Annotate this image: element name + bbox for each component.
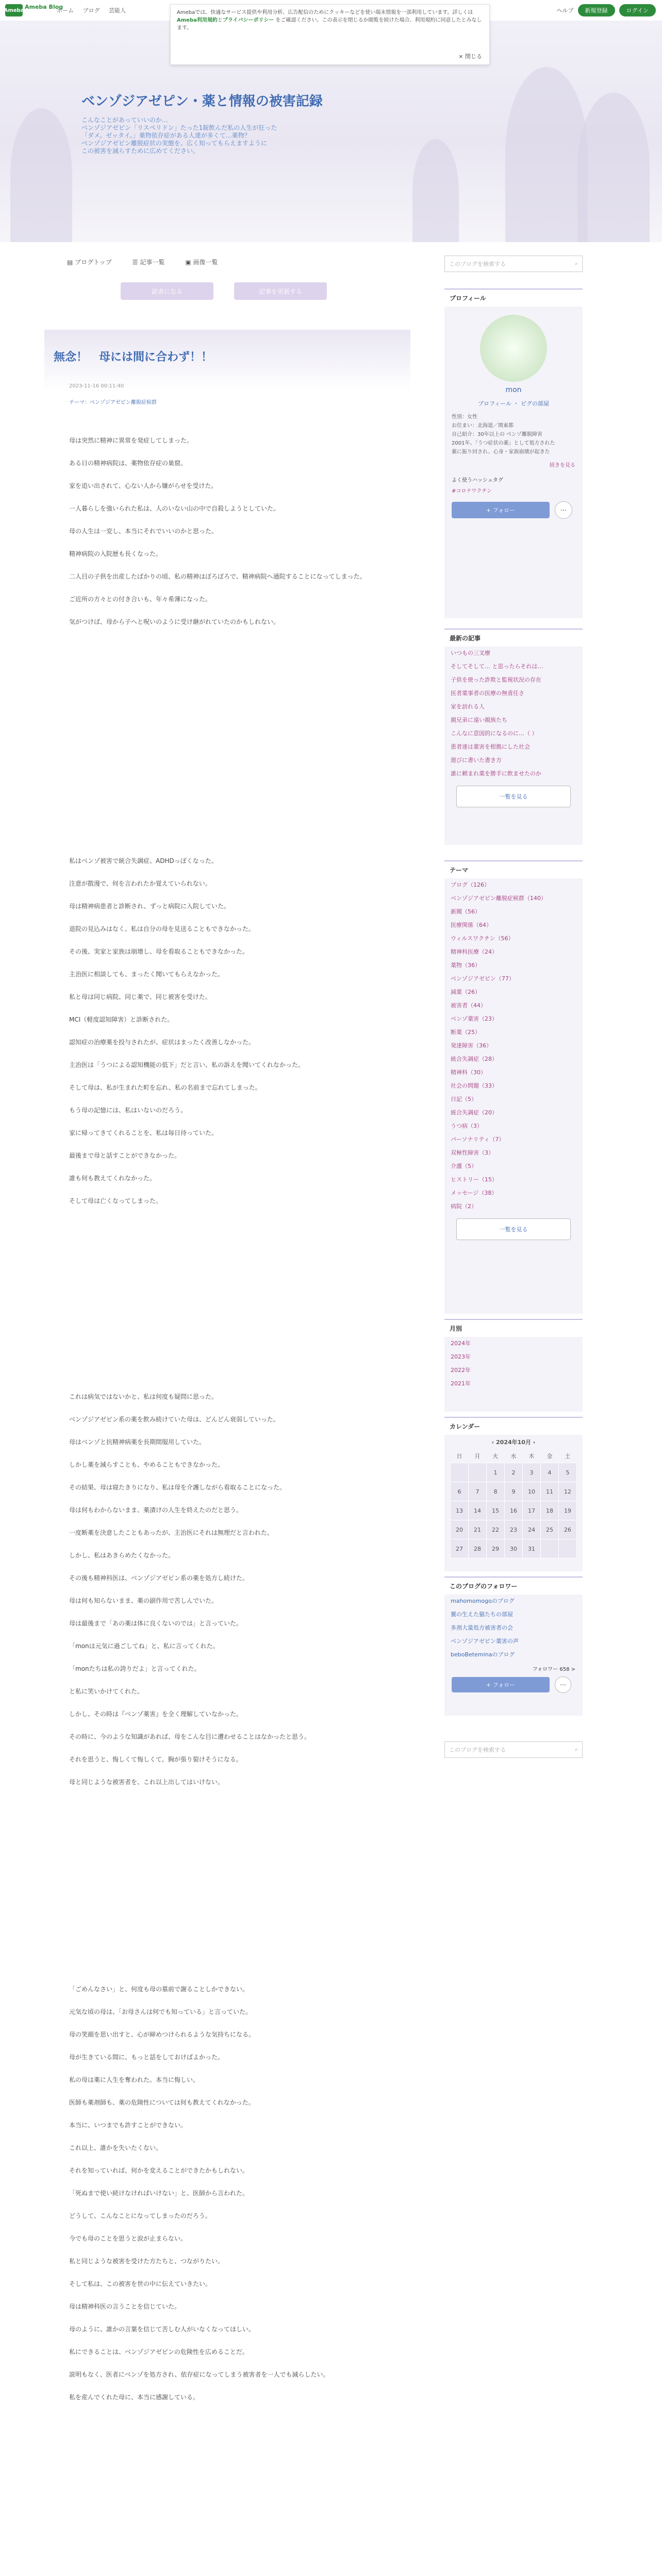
calendar-day[interactable]: 13: [451, 1501, 469, 1520]
theme-link[interactable]: 病院（2）: [451, 1203, 477, 1210]
theme-link[interactable]: ヒストリー（15）: [451, 1176, 498, 1183]
calendar-day: [541, 1539, 559, 1558]
follower-blog-link[interactable]: ベンゾジアゼピン薬害の声: [451, 1638, 519, 1645]
article-paragraph: どうして、こんなことになってしまったのだろう。: [69, 2212, 211, 2219]
search-placeholder[interactable]: このブログを検索する: [449, 1747, 506, 1753]
article-paragraph: ご近所の方々との付き合いも、年々希薄になった。: [69, 596, 212, 603]
article-paragraph: しかし、その時は『ベンゾ薬害』を全く理解していなかった。: [69, 1710, 243, 1718]
article-paragraph: 母は突然に精神に異常を発症してしまった。: [69, 437, 193, 444]
article-paragraph: それを知っていれば、何かを変えることができたかもしれない。: [69, 2167, 249, 2174]
article-paragraph: これは病気ではないかと、私は何度も疑問に思った。: [69, 1393, 218, 1400]
bottom-search-box: [444, 1741, 583, 1758]
article-paragraph: 母は何もわからないまま、薬漬けの人生を終えたのだと思う。: [69, 1506, 243, 1514]
theme-link[interactable]: 日記（5）: [451, 1096, 477, 1103]
article-paragraph: しかし薬を減らすことも、やめることもできなかった。: [69, 1461, 224, 1468]
archive-heading: 月別: [444, 1319, 583, 1337]
recent-entry-link[interactable]: いつもの三叉療: [451, 650, 490, 656]
desc-line: こんなことがあっていいのか…: [81, 116, 168, 124]
follower-blog-link[interactable]: mahomomogoのブログ: [451, 1598, 515, 1604]
article-paragraph: そして母は、私が生まれた町を忘れ、私の名前まで忘れてしまった。: [69, 1084, 261, 1091]
article-body-a: [69, 435, 378, 639]
top-actions: [557, 4, 656, 16]
article-body-d: [69, 1984, 378, 2414]
theme-link[interactable]: ウィルスワクチン（56）: [451, 935, 514, 942]
calendar-day[interactable]: 21: [469, 1520, 487, 1539]
archive-link[interactable]: 2021年: [451, 1380, 471, 1387]
article-paragraph: 私と同じような被害を受けた方たちと、つながりたい。: [69, 2258, 224, 2265]
desc-line: この被害を減らすために広めてください。: [81, 147, 200, 155]
recent-list: [444, 647, 583, 781]
login-button[interactable]: ログイン: [619, 4, 656, 16]
article-paragraph: 家に帰ってきてくれることを、私は毎日待っていた。: [69, 1129, 218, 1137]
recent-entries-widget: [444, 629, 583, 845]
article-paragraph: しかし、私はあきらめたくなかった。: [69, 1552, 175, 1559]
nav-blog-top-label: ブログトップ: [75, 259, 112, 266]
article-paragraph: 母の人生は一変し、本当にそれでいいのかと思った。: [69, 528, 218, 535]
nav-image-list-label: 画像一覧: [193, 259, 218, 266]
theme-link[interactable]: 薬物（36）: [451, 962, 481, 969]
article-paragraph: 私はベンゾ被害で統合失調症、ADHDっぽくなった。: [69, 857, 218, 865]
followers-follow-button[interactable]: + フォロー: [452, 1677, 550, 1692]
search-icon[interactable]: ⌕: [574, 260, 578, 267]
recent-entry-link[interactable]: 子供を使った詐欺と監視状況の存在: [451, 676, 541, 683]
article-paragraph: 私と母は同じ病院、同じ薬で、同じ被害を受けた。: [69, 993, 211, 1001]
calendar-day-header: 土: [565, 1453, 571, 1460]
article-paragraph: もう母の記憶には、私はいないのだろう。: [69, 1107, 187, 1114]
archive-link[interactable]: 2023年: [451, 1353, 471, 1360]
search-box: [444, 256, 583, 272]
article-paragraph: 家を追い出されて、心ない人から嫌がらせを受けた。: [69, 482, 218, 489]
update-button[interactable]: 記事を更新する: [234, 282, 327, 300]
profile-follow-button[interactable]: + フォロー: [452, 502, 550, 518]
themes-more-button[interactable]: 一覧を見る: [456, 1218, 571, 1240]
calendar-day[interactable]: 17: [523, 1501, 541, 1520]
nav-blog-top[interactable]: ▤ ブログトップ: [67, 259, 112, 266]
desc-line: ベンゾジアゼピン「リスペリドン」たった1錠飲んだ私の人生が狂った: [81, 124, 277, 131]
article-paragraph: 「ごめんなさい」と、何度も母の墓前で謝ることしかできない。: [69, 1986, 249, 1993]
follower-blog-link[interactable]: beboBeteminaのブログ: [451, 1651, 515, 1658]
calendar-day[interactable]: 15: [487, 1501, 505, 1520]
article-title[interactable]: 無念！ 母には間に合わず！！: [54, 351, 213, 364]
article-paragraph: 母のように、誰かの言葉を信じて苦しむ人がいなくなってほしい。: [69, 2326, 255, 2333]
calendar-day[interactable]: 30: [505, 1539, 523, 1558]
article-body-b: [69, 855, 378, 1218]
article-paragraph: 主治医に相談しても、まったく聞いてもらえなかった。: [69, 971, 224, 978]
theme-link[interactable]: 介護（5）: [451, 1163, 477, 1170]
theme-link[interactable]: 医療関係（64）: [451, 922, 492, 928]
calendar-day[interactable]: 10: [523, 1482, 541, 1501]
profile-link[interactable]: プロフィール: [478, 400, 511, 407]
article-paragraph: 母と同じような被害者を、これ以上出してはいけない。: [69, 1778, 224, 1786]
article-paragraph: 母は精神科医の言うことを信じていた。: [69, 2303, 181, 2310]
theme-link[interactable]: 統合失調症（20）: [451, 1109, 498, 1116]
article-paragraph: そして母は亡くなってしまった。: [69, 1197, 162, 1205]
themes-heading: テーマ: [444, 860, 583, 878]
calendar-day-header: 月: [474, 1453, 481, 1460]
profile-name[interactable]: mon: [505, 386, 522, 394]
article-paragraph: 精神病院の入院歴も長くなった。: [69, 550, 162, 557]
archive-list: [444, 1337, 583, 1391]
article-paragraph: 最後まで母と話すことができなかった。: [69, 1152, 181, 1159]
calendar-day[interactable]: 29: [487, 1539, 505, 1558]
article-paragraph: 認知症の治療薬を投与されたが、症状はまったく改善しなかった。: [69, 1039, 255, 1046]
become-reader-button[interactable]: 読者になる: [121, 282, 213, 300]
theme-link[interactable]: 断薬（25）: [451, 1029, 481, 1036]
calendar-day[interactable]: 14: [469, 1501, 487, 1520]
profile-widget: プロフィール mon プロフィール ・ ピグの部屋 性別：女性 お住まい：北海道／関東都 自己紹介：30年以上の ベンゾ離脱障害 2001年、「うつ症状の薬」として処方された 薬に振り回され、心身・家族崩壊が起きた 続きを見る よく使うハッシュタグ #コロナワクチン + フォロー ⋯: [444, 289, 583, 618]
article-paragraph: 医師も薬剤師も、薬の危険性については何も教えてくれなかった。: [69, 2099, 255, 2106]
calendar-day[interactable]: 18: [541, 1501, 559, 1520]
calendar-day: [559, 1539, 577, 1558]
calendar-heading: カレンダー: [444, 1417, 583, 1435]
nav-celebrity[interactable]: 芸能人: [109, 7, 126, 14]
article-paragraph: 主治医は「うつによる認知機能の低下」だと言い、私の訴えを聞いてくれなかった。: [69, 1061, 305, 1069]
ameba-blog-label: Ameba Blog: [25, 4, 63, 10]
theme-link[interactable]: ベンゾジアゼピン離脱症候群（140）: [451, 895, 547, 902]
theme-link[interactable]: 新聞（56）: [451, 908, 481, 915]
article-paragraph: これ以上、誰かを失いたくない。: [69, 2144, 162, 2151]
calendar-month: 2024年10月: [496, 1439, 531, 1446]
calendar-day[interactable]: 19: [559, 1501, 577, 1520]
recent-entry-link[interactable]: 医者薬事者の医療の無責任さ: [451, 690, 524, 697]
profile-info-line: 薬に振り回され、心身・家族崩壊が起きた: [452, 449, 550, 455]
theme-link[interactable]: 減薬（26）: [451, 989, 481, 995]
article-paragraph: 母が生きている間に、もっと話をしておけばよかった。: [69, 2054, 224, 2061]
profile-info-line: 性別：女性: [452, 414, 477, 420]
calendar-day[interactable]: 23: [505, 1520, 523, 1539]
theme-list: [444, 878, 583, 1213]
hashtag-link[interactable]: #コロナワクチン: [452, 488, 492, 494]
calendar-day[interactable]: 24: [523, 1520, 541, 1539]
signup-button[interactable]: 新規登録: [578, 4, 615, 16]
calendar-day[interactable]: 28: [469, 1539, 487, 1558]
calendar-day[interactable]: 6: [451, 1482, 469, 1501]
theme-link[interactable]: 発達障害（36）: [451, 1042, 492, 1049]
recent-entry-link[interactable]: 誰に頼まれ薬を勝手に飲ませたのか: [451, 770, 541, 777]
tree-decoration: [505, 67, 588, 242]
calendar-day[interactable]: 16: [505, 1501, 523, 1520]
recent-entry-link[interactable]: 親兄弟に遠い親族たち: [451, 717, 507, 723]
article-paragraph: 本当に、いつまでも許すことができない。: [69, 2122, 187, 2129]
cookie-text: Amebaでは、快適なサービス提供や利用分析、広告配信のためにクッキーなどを使い端末情報を一部利用しています。詳しくは: [177, 10, 473, 15]
calendar-day[interactable]: 26: [559, 1520, 577, 1539]
article-paragraph: 今でも母のことを思うと涙が止まらない。: [69, 2235, 187, 2242]
theme-link[interactable]: うつ病（3）: [451, 1123, 483, 1129]
calendar-day-header: 水: [510, 1453, 517, 1460]
followers-widget: [444, 1577, 583, 1716]
calendar-day[interactable]: 1: [487, 1463, 505, 1482]
calendar-day[interactable]: 12: [559, 1482, 577, 1501]
profile-info-line: 自己紹介：30年以上の ベンゾ離脱障害: [452, 432, 542, 437]
cookie-tail: をご確認ください。この表示を閉じるか閲覧を続けた場合、利用規約に同意したとみなします。: [177, 18, 482, 31]
article-paragraph: 誰も何も教えてくれなかった。: [69, 1175, 156, 1182]
theme-link[interactable]: ベンゾジアゼピン（77）: [451, 975, 515, 982]
calendar-day[interactable]: 31: [523, 1539, 541, 1558]
top-nav: [57, 6, 133, 14]
calendar-table: [450, 1449, 577, 1558]
blog-description: [81, 116, 303, 155]
article-body-c: [69, 1391, 378, 1799]
article-paragraph: 説明もなく、医者にベンゾを処方され、依存症になってしまう被害者を一人でも減らしたい。: [69, 2371, 329, 2378]
calendar-day[interactable]: 11: [541, 1482, 559, 1501]
theme-link[interactable]: ブログ（126）: [451, 882, 490, 888]
article-paragraph: 母は何も知らないまま、薬の副作用で苦しんでいた。: [69, 1597, 218, 1604]
calendar-day-header: 金: [547, 1453, 553, 1460]
follower-blog-link[interactable]: 翼の生えた猫たちの部屋: [451, 1611, 513, 1618]
theme-link[interactable]: 被害者（44）: [451, 1002, 486, 1009]
article-paragraph: 私の母は薬に人生を奪われた。本当に悔しい。: [69, 2076, 200, 2083]
article-paragraph: 退院の見込みはなく、私は自分の母を見送ることもできなかった。: [69, 925, 255, 933]
tree-decoration: [577, 93, 650, 242]
pigg-room-link[interactable]: ピグの部屋: [520, 400, 549, 407]
recent-heading: 最新の記事: [444, 629, 583, 647]
archive-widget: [444, 1319, 583, 1412]
calendar-day[interactable]: 3: [523, 1463, 541, 1482]
calendar-day[interactable]: 5: [559, 1463, 577, 1482]
desc-line: ベンゾジアゼピン離脱症状の実態を、広く知ってもらえますように: [81, 140, 267, 147]
calendar-day[interactable]: 8: [487, 1482, 505, 1501]
archive-link[interactable]: 2022年: [451, 1367, 471, 1374]
theme-link[interactable]: 双極性障害（3）: [451, 1149, 494, 1156]
more-options-icon[interactable]: ⋯: [555, 1676, 571, 1693]
calendar-day[interactable]: 9: [505, 1482, 523, 1501]
calendar-day: [469, 1463, 487, 1482]
calendar-day[interactable]: 2: [505, 1463, 523, 1482]
article-paragraph: 元気な頃の母は、「お母さんは何でも知っている」と言っていた。: [69, 2008, 252, 2015]
terms-link[interactable]: Ameba利用規約: [177, 18, 218, 23]
theme-link[interactable]: 精神科（30）: [451, 1069, 486, 1076]
search-icon[interactable]: ⌕: [574, 1746, 578, 1753]
article-paragraph: その後も精神科医は、ベンゾジアゼピン系の薬を処方し続けた。: [69, 1574, 249, 1582]
article-paragraph: 母は精神病患者と診断され、ずっと病院に入院していた。: [69, 903, 230, 910]
nav-entry-list[interactable]: ☰ 記事一覧: [132, 259, 165, 266]
calendar-day[interactable]: 20: [451, 1520, 469, 1539]
article-paragraph: 気がつけば、母から子へと呪いのように受け継がれていたのかもしれない。: [69, 618, 280, 625]
calendar-day-header: 日: [456, 1453, 462, 1460]
recent-entry-link[interactable]: そしてそして… と思ったらそれは…: [451, 663, 543, 670]
recent-more-button[interactable]: 一覧を見る: [456, 786, 571, 807]
calendar-widget: カレンダー ‹ 2024年10月 › 日 月 火 水 木 金 土 1 2 3 4 5 6 7 8 9 10 11 12 13 14 15 16 17 18 19 20 21 22 23 24 25 26 27 28 29 30 31: [444, 1417, 583, 1571]
article-paragraph: 一人暮らしを強いられた私は、人のいない山の中で自殺しようとしていた。: [69, 505, 280, 512]
article-paragraph: その後、実家と家族は崩壊し、母を看取ることもできなかった。: [69, 948, 249, 955]
calendar-day[interactable]: 4: [541, 1463, 559, 1482]
article-paragraph: 母はベンゾと抗精神病薬を長期間服用していた。: [69, 1438, 206, 1446]
privacy-link[interactable]: プライバシーポリシー: [222, 18, 274, 23]
nav-entry-list-label: 記事一覧: [140, 259, 165, 266]
article-paragraph: 母は最後まで「あの薬は体に良くないのでは」と言っていた。: [69, 1620, 243, 1627]
article-theme[interactable]: テーマ：ベンゾジアゼピン離脱症候群: [69, 400, 157, 405]
article-paragraph: 私にできることは、ベンゾジアゼピンの危険性を広めることだ。: [69, 2348, 249, 2355]
article-paragraph: その時に、今のような知識があれば、母をこんな目に遭わせることはなかったと思う。: [69, 1733, 311, 1740]
theme-link[interactable]: ベンゾ薬害（23）: [451, 1015, 498, 1022]
cookie-notice: [170, 4, 490, 65]
article-paragraph: そして私は、この被害を世の中に伝えていきたい。: [69, 2280, 212, 2287]
desc-line: 「ダメ。ゼッタイ。」薬物依存症がある人達が多くて…薬物？: [81, 132, 251, 139]
theme-link[interactable]: パーソナリティ（7）: [451, 1136, 505, 1143]
article-paragraph: 二人目の子供を出産したばかりの頃、私の精神はぼろぼろで、精神病院へ通院することになってしまった。: [69, 573, 366, 580]
article-paragraph: 私を産んでくれた母に、本当に感謝している。: [69, 2394, 200, 2401]
profile-info-line: 2001年、「うつ症状の薬」として処方された: [452, 440, 555, 446]
article-date: 2023-11-16 00:11:40: [69, 383, 124, 389]
article-paragraph: ベンゾジアゼピン系の薬を飲み続けていた母は、どんどん衰弱していった。: [69, 1416, 279, 1423]
recent-entry-link[interactable]: 家を訪れる人: [451, 703, 485, 710]
recent-entry-link[interactable]: こんなに意図的になるのに…（ ）: [451, 730, 538, 737]
article-paragraph: 「monは元気に過ごしてね」と、私に言ってくれた。: [69, 1642, 219, 1650]
profile-more-link[interactable]: 続きを見る: [550, 463, 575, 468]
article-paragraph: 「monたちは私の誇りだよ」と言ってくれた。: [69, 1665, 201, 1672]
article-paragraph: 注意が散漫で、何を言われたか覚えていられない。: [69, 880, 211, 887]
nav-blog[interactable]: ブログ: [82, 7, 100, 14]
calendar-day[interactable]: 22: [487, 1520, 505, 1539]
article-paragraph: と私に笑いかけてくれた。: [69, 1688, 144, 1695]
hashtag-heading: よく使うハッシュタグ: [452, 478, 503, 483]
calendar-day[interactable]: 7: [469, 1482, 487, 1501]
article-paragraph: MCI（軽度認知障害）と診断された。: [69, 1016, 174, 1023]
blog-title[interactable]: ベンゾジアゼピン・薬と情報の被害記録: [81, 94, 323, 109]
article-paragraph: その結果、母は寝たきりになり、私は母を介護しながら看取ることになった。: [69, 1484, 286, 1491]
theme-link[interactable]: 精神科医療（24）: [451, 948, 498, 955]
article-paragraph: ある日の精神病院は、薬物依存症の巣窟。: [69, 460, 187, 467]
profile-info-line: お住まい：北海道／関東都: [452, 423, 514, 429]
theme-link[interactable]: メッセージ（38）: [451, 1190, 498, 1196]
theme-link[interactable]: 社会の問題（33）: [451, 1082, 498, 1089]
cookie-close-button[interactable]: × 閉じる: [458, 53, 482, 60]
more-options-icon[interactable]: ⋯: [555, 501, 572, 519]
search-placeholder[interactable]: このブログを検索する: [449, 261, 506, 267]
cookie-mid: と: [217, 18, 223, 23]
calendar-day-header: 火: [492, 1453, 499, 1460]
recent-entry-link[interactable]: 患者達は薬害を根拠にした社会: [451, 743, 530, 750]
profile-heading: プロフィール: [444, 289, 583, 307]
article-paragraph: それを思うと、悔しくて悔しくて、胸が張り裂けそうになる。: [69, 1756, 242, 1763]
calendar-day[interactable]: 27: [451, 1539, 469, 1558]
profile-avatar[interactable]: [480, 315, 547, 382]
tree-decoration: [412, 139, 459, 242]
followers-list: [444, 1595, 583, 1662]
ameba-logo[interactable]: Ameba: [5, 4, 23, 16]
article-paragraph: 母の笑顔を思い出すと、心が締めつけられるような気持ちになる。: [69, 2031, 255, 2038]
recent-entry-link[interactable]: 遊びに書いた書き方: [451, 757, 502, 764]
theme-link[interactable]: 統合失調症（28）: [451, 1056, 498, 1062]
themes-widget: [444, 860, 583, 1314]
followers-more-link[interactable]: フォロワー 658 >: [532, 1667, 575, 1672]
calendar-day[interactable]: 25: [541, 1520, 559, 1539]
nav-image-list[interactable]: ▣ 画像一覧: [185, 259, 218, 266]
follower-blog-link[interactable]: 多剤大量処方被害者の会: [451, 1624, 513, 1631]
followers-heading: このブログのフォロワー: [444, 1577, 583, 1595]
nav-home[interactable]: ホーム: [57, 7, 74, 14]
calendar-day: [451, 1463, 469, 1482]
help-link[interactable]: ヘルプ: [556, 7, 574, 14]
blog-nav: [67, 258, 218, 266]
article-paragraph: 「死ぬまで使い続けなければいけない」と、医師から言われた。: [69, 2190, 249, 2197]
tree-decoration: [10, 108, 72, 242]
calendar-day-header: 木: [528, 1453, 535, 1460]
article-paragraph: 一度断薬を決意したこともあったが、主治医にそれは無理だと言われた。: [69, 1529, 273, 1536]
archive-link[interactable]: 2024年: [451, 1340, 471, 1347]
